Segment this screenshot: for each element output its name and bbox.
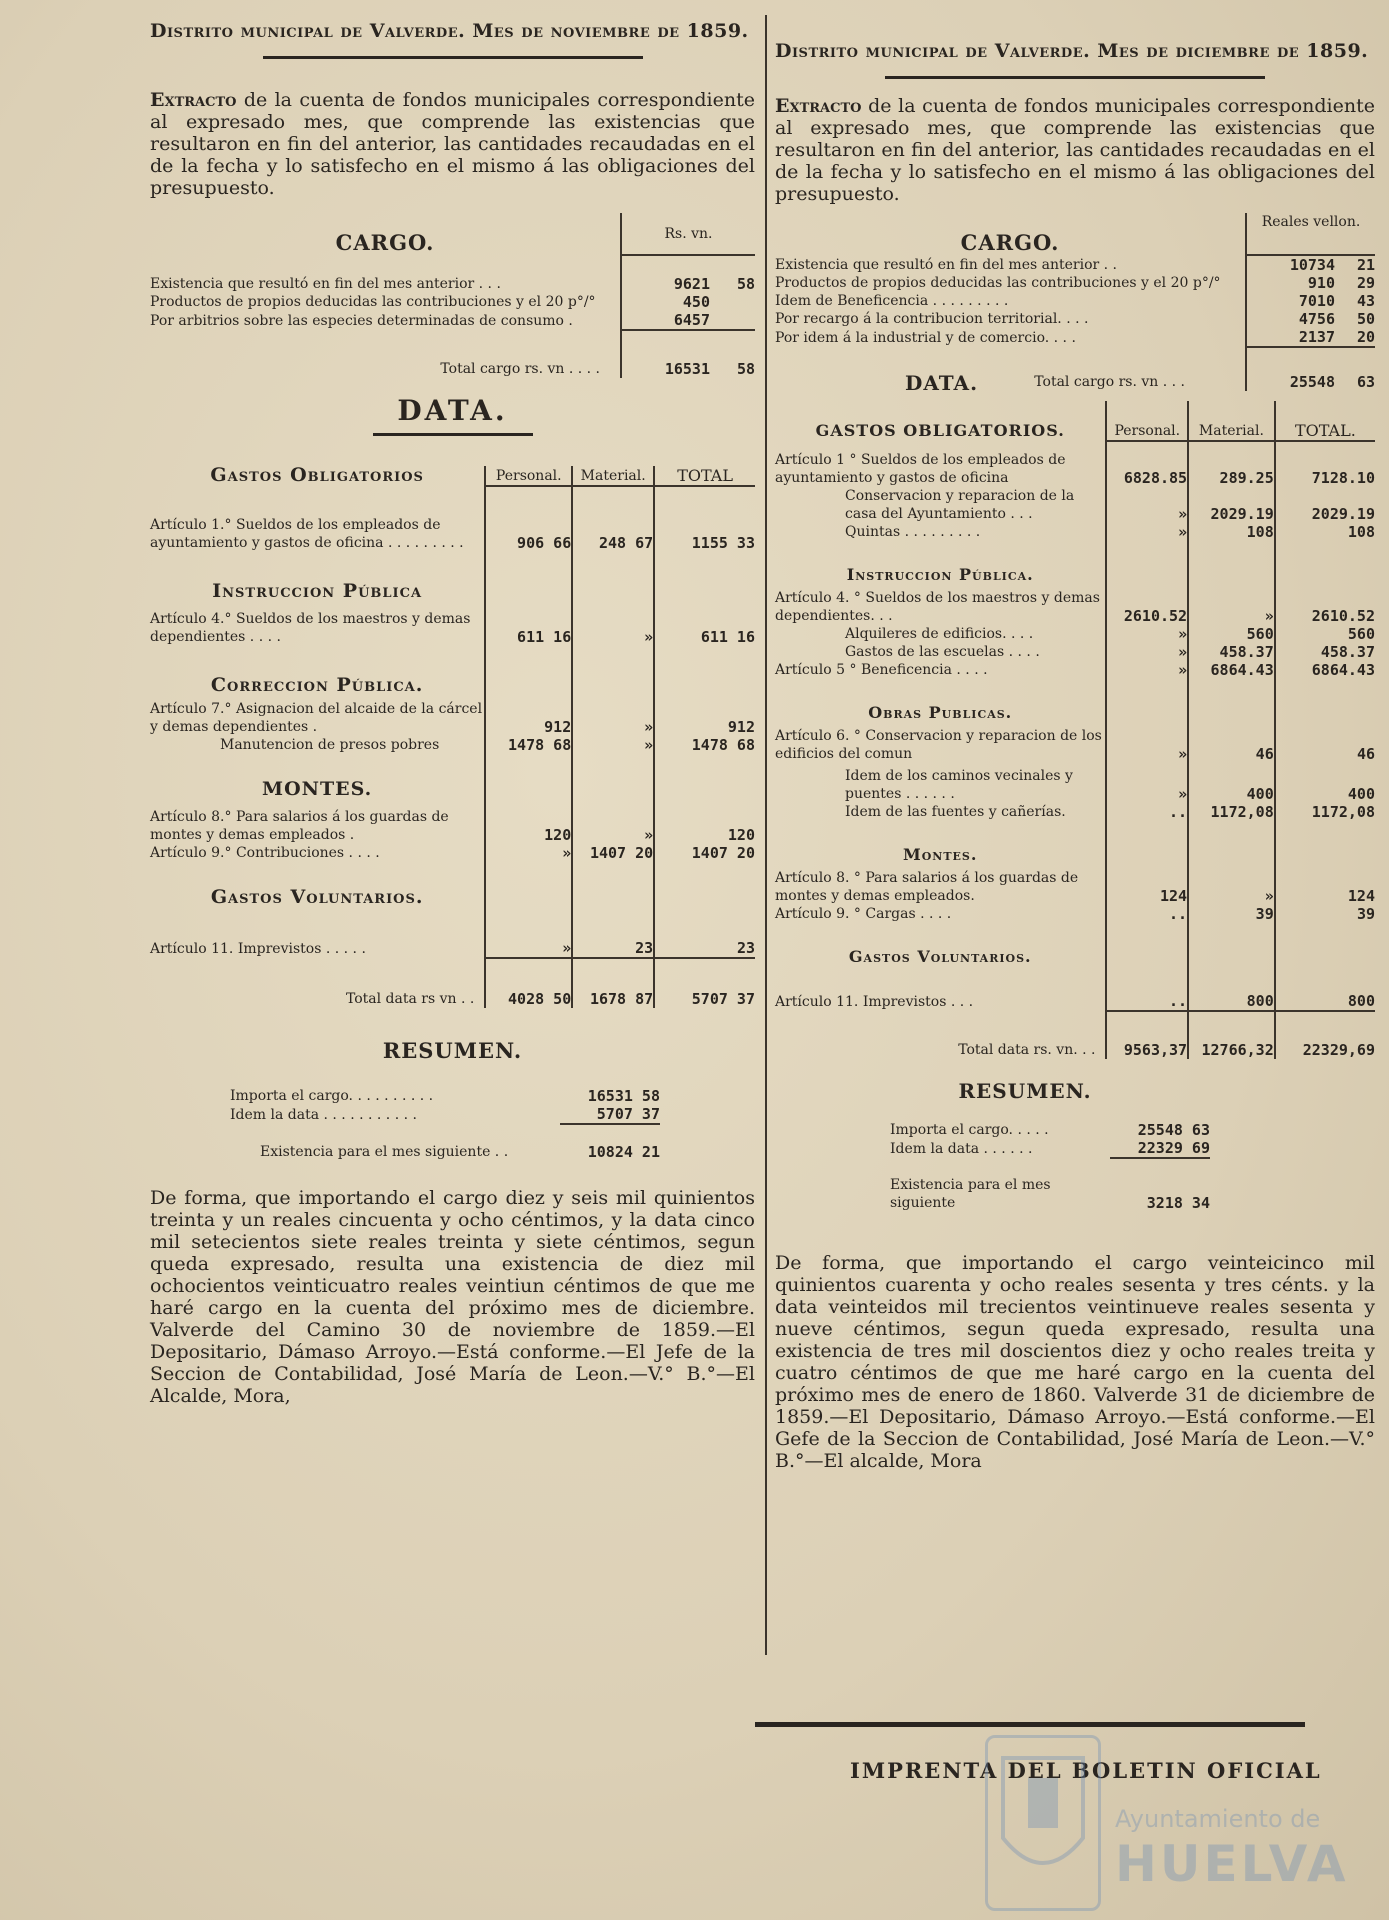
left-cargo-row-label: Existencia que resultó en fin del mes anterior . . . bbox=[150, 276, 501, 292]
table-row: Alquileres de edificios. . . . » 560 560 bbox=[845, 625, 1375, 643]
left-header-month: Mes de noviembre de 1859. bbox=[472, 20, 749, 42]
table-row: Conservacion y reparacion de la casa del Ayuntamiento . . . » 2029.19 2029.19 bbox=[845, 488, 1375, 523]
right-closing-paragraph: De forma, que importando el cargo veinteicinco mil quinientos cuarenta y ocho reales sesenta y tres cénts. y la data veinteidos mil trecientos veintinueve reales sesenta y nueve céntimos, segun queda expresado, resulta una existencia de tres mil doscientos diez y ocho reales treita y cuatro céntimos de que me haré cargo en la cuenta del próximo mes de enero de 1860. Valverde 31 de diciembre de 1859.—El Depositario, Dámaso Arroyo.—Está conforme.—El Gefe de la Seccion de Contabilidad, José María de Leon.—V.° B.°—El alcalde, Mora bbox=[775, 1252, 1375, 1472]
right-resumen-table: Importa el cargo. . . . . 25548 63 Idem la data . . . . . . 22329 69 Existencia para el mes siguiente 3218 34 bbox=[890, 1121, 1210, 1212]
footer-rule bbox=[755, 1722, 1305, 1727]
table-row: Artículo 9. ° Cargas . . . . .. 39 39 bbox=[775, 905, 1375, 923]
watermark: Ayuntamiento de HUELVA bbox=[985, 1735, 1375, 1915]
imprenta-footer: IMPRENTA DEL BOLETIN OFICIAL bbox=[850, 1758, 1322, 1783]
table-row: Artículo 5 ° Beneficencia . . . . » 6864.43 6864.43 bbox=[775, 661, 1375, 679]
right-cargo-table: CARGO. Reales vellon. Existencia que resultó en fin del mes anterior . . 10734 21 Productos de propios deducidas las contribuciones y el 20 p°/° 910 29 Idem de Beneficencia . . . . . . . . . 7010 43 Por recargo á la contribucion territorial. . . . 4756 50 Por idem á la industrial y de comercio. . . . 2137 20 Total cargo rs. vn . . . 25548 63 bbox=[775, 214, 1375, 391]
table-row: Artículo 4.° Sueldos de los maestros y demas dependientes . . . . 611 16 » 611 16 bbox=[150, 602, 755, 646]
left-column bbox=[150, 0, 755, 1407]
right-data-total-row: Total data rs. vn. . . 9563,37 12766,32 22329,69 bbox=[775, 1011, 1375, 1059]
right-header: Distrito municipal de Valverde. Mes de diciembre de 1859. bbox=[775, 40, 1369, 62]
table-row: Artículo 1.° Sueldos de los empleados de ayuntamiento y gastos de oficina . . . . . . . . . 906 66 248 67 1155 33 bbox=[150, 496, 755, 552]
table-row: Artículo 8. ° Para salarios á los guardas de montes y demas empleados. 124 » 124 bbox=[775, 865, 1375, 905]
left-cargo-total: 16531 bbox=[621, 330, 710, 378]
right-intro: Extracto de la cuenta de fondos municipales correspondiente al expresado mes, que comprende las existencias que resultaron en fin del anterior, las cantidades recaudadas en el de la fecha y lo satisfecho en el mismo á las obligaciones del presupuesto. bbox=[775, 95, 1375, 205]
left-data-title: DATA. bbox=[397, 394, 508, 427]
right-data-title: DATA. bbox=[905, 371, 979, 395]
table-row: Artículo 9.° Contribuciones . . . . » 1407 20 1407 20 bbox=[150, 844, 755, 862]
right-resumen-title: RESUMEN. bbox=[958, 1079, 1092, 1103]
table-row: Quintas . . . . . . . . . » 108 108 bbox=[845, 523, 1375, 541]
table-row: Artículo 11. Imprevistos . . . .. 800 800 bbox=[775, 967, 1375, 1011]
table-row: Artículo 1 ° Sueldos de los empleados de ayuntamiento y gastos de oficina 6828.85 289.25 7128.10 bbox=[775, 452, 1375, 487]
right-data-table: GASTOS OBLIGATORIOS. Personal. Material. TOTAL. Artículo 1 ° Sueldos de los empleados de ayuntamiento y gastos de oficina 6828.85 289.25 7128.10 Conservacion y reparacion de la casa del Ayuntamiento . . . » 2029.19 2029.19 Quintas . . . . . . . . . » 108 108 Instruccion Pública. Artículo 4. ° Sueldos de los maestros y demas dependientes. . . 2610.52 » 2610.52 Alquileres de edificios. . . . » 560 560 Gastos de las escuelas . . . . » 458.37 458.37 Artículo 5 ° Beneficencia . . . . » 6864.43 6864.43 Obras Publicas. Artículo 6. ° Conservacion y reparacion de los edificios del comun » 46 46 Idem de los caminos vecinales y puentes . . . . . . » 400 400 Idem de las fuentes y cañerías. .. 1172,08 1172,08 Montes. Artículo 8. ° Para salarios á los guardas de montes y demas empleados. 124 » 124 Artículo 9. ° Cargas . . . . .. 39 39 Gastos Voluntarios. Artículo 11. Imprevistos . . . .. 800 800 Total data rs. vn. . . 9563,37 12766,32 22329,69 bbox=[775, 401, 1375, 1059]
left-header-rule bbox=[263, 56, 643, 59]
left-header-prefix: Distrito municipal de Valverde. bbox=[150, 20, 466, 42]
left-header bbox=[150, 20, 755, 42]
left-resumen-title: RESUMEN. bbox=[382, 1038, 523, 1063]
left-closing-paragraph: De forma, que importando el cargo diez y seis mil quinientos treinta y un reales cincuenta y ocho céntimos, y la data cinco mil setecientos siete reales treinta y siete céntimos, segun queda expresado, resulta una existencia de diez mil ochocientos veinticuatro reales veintiun céntimos de que me haré cargo en la cuenta del próximo mes de diciembre. Valverde del Camino 30 de noviembre de 1859.—El Depositario, Dámaso Arroyo.—Está conforme.—El Jefe de la Seccion de Contabilidad, José María de Leon.—V.° B.°—El Alcalde, Mora, bbox=[150, 1187, 755, 1407]
column-separator bbox=[765, 15, 767, 1655]
left-resumen-table: Importa el cargo. . . . . . . . . . 16531 58 Idem la data . . . . . . . . . . . 5707 37 Existencia para el mes siguiente . . 10824 21 bbox=[230, 1087, 660, 1161]
left-data-table: Gastos Obligatorios Personal. Material. TOTAL Artículo 1.° Sueldos de los empleados de ayuntamiento y gastos de oficina . . . . . . . . . 906 66 248 67 1155 33 Instruccion Pública Artículo 4.° Sueldos de los maestros y demas dependientes . . . . 611 16 » 611 16 Correccion Pública. Artículo 7.° Asignacion del alcaide de la cárcel y demas dependientes . 912 » 912 Manutencion de presos pobres 1478 68 » 1478 68 MONTES. Artículo 8.° Para salarios á los guardas de montes y demas empleados . 120 » 120 Artículo 9.° Contribuciones . . . . » 1407 20 1407 20 Gastos Voluntarios. Artículo 11. Imprevistos . . . . . » 23 23 Total data rs vn . . 4028 50 1678 87 5707 37 bbox=[150, 464, 755, 1008]
table-row: Artículo 6. ° Conservacion y reparacion de los edificios del comun » 46 46 bbox=[775, 723, 1375, 763]
table-row: Artículo 4. ° Sueldos de los maestros y demas dependientes. . . 2610.52 » 2610.52 bbox=[775, 585, 1375, 625]
left-cargo-title: CARGO. bbox=[335, 230, 435, 255]
left-cargo-table: CARGO. Rs. vn. Existencia que resultó en fin del mes anterior . . . 9621 58 Productos de propios deducidas las contribuciones y el 20 p°/° 450 Por arbitrios sobre las especies determinadas de consumo . 6457 Total cargo rs. vn . . . . 16531 58 bbox=[150, 213, 755, 378]
right-column bbox=[775, 0, 1375, 1472]
crest-icon bbox=[985, 1735, 1101, 1911]
table-row: Manutencion de presos pobres 1478 68 » 1478 68 bbox=[220, 736, 755, 754]
table-row: Idem de los caminos vecinales y puentes . . . . . . » 400 400 bbox=[775, 763, 1375, 803]
left-intro: Extracto de la cuenta de fondos municipales correspondiente al expresado mes, que comprende las existencias que resultaron en fin del anterior, las cantidades recaudadas en el de la fecha y lo satisfecho en el mismo á las obligaciones del presupuesto. bbox=[150, 89, 755, 199]
table-row: Artículo 7.° Asignacion del alcaide de la cárcel y demas dependientes . 912 » 912 bbox=[150, 696, 755, 736]
table-row: Gastos de las escuelas . . . . » 458.37 458.37 bbox=[845, 643, 1375, 661]
table-row: Artículo 11. Imprevistos . . . . . » 23 23 bbox=[150, 908, 755, 958]
left-cargo-colhead: Rs. vn. bbox=[621, 213, 755, 255]
left-cargo-total-label: Total cargo rs. vn . . . . bbox=[440, 361, 600, 377]
table-row: Artículo 8.° Para salarios á los guardas de montes y demas empleados . 120 » 120 bbox=[150, 800, 755, 844]
left-data-total-row: Total data rs vn . . 4028 50 1678 87 5707 37 bbox=[150, 958, 755, 1008]
table-row: Idem de las fuentes y cañerías. .. 1172,08 1172,08 bbox=[845, 803, 1375, 821]
